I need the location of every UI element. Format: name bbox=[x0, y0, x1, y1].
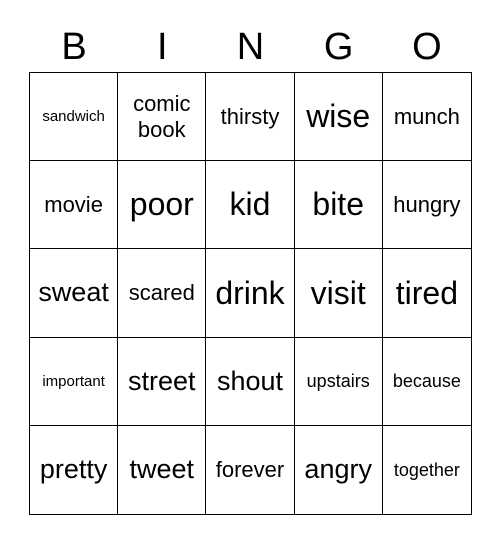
bingo-cell: because bbox=[383, 338, 471, 426]
bingo-cell: tired bbox=[383, 249, 471, 337]
bingo-cell: poor bbox=[118, 161, 206, 249]
bingo-cell: visit bbox=[295, 249, 383, 337]
header-letter-n: N bbox=[236, 26, 265, 68]
bingo-cell: shout bbox=[206, 338, 294, 426]
bingo-cell: forever bbox=[206, 426, 294, 514]
bingo-header bbox=[30, 22, 471, 72]
bingo-cell: sweat bbox=[30, 249, 118, 337]
bingo-cell: kid bbox=[206, 161, 294, 249]
header-letter-b: B bbox=[61, 26, 87, 68]
bingo-cell: street bbox=[118, 338, 206, 426]
bingo-cell: munch bbox=[383, 73, 471, 161]
bingo-cell: sandwich bbox=[30, 73, 118, 161]
bingo-cell: upstairs bbox=[295, 338, 383, 426]
bingo-cell: pretty bbox=[30, 426, 118, 514]
bingo-cell: comic book bbox=[118, 73, 206, 161]
header-letter-g: G bbox=[323, 26, 354, 68]
bingo-cell: bite bbox=[295, 161, 383, 249]
bingo-cell: drink bbox=[206, 249, 294, 337]
bingo-cell: movie bbox=[30, 161, 118, 249]
bingo-cell: together bbox=[393, 459, 460, 480]
bingo-cell: scared bbox=[118, 249, 206, 337]
bingo-cell: angry bbox=[295, 426, 383, 514]
header-letter-i: I bbox=[157, 26, 168, 68]
bingo-cell: hungry bbox=[383, 161, 471, 249]
bingo-grid bbox=[29, 72, 472, 515]
header-letter-o: O bbox=[412, 26, 442, 68]
bingo-cell: tweet bbox=[118, 426, 206, 514]
bingo-cell: wise bbox=[295, 73, 383, 161]
bingo-cell: important bbox=[30, 338, 118, 426]
bingo-cell: thirsty bbox=[206, 73, 294, 161]
